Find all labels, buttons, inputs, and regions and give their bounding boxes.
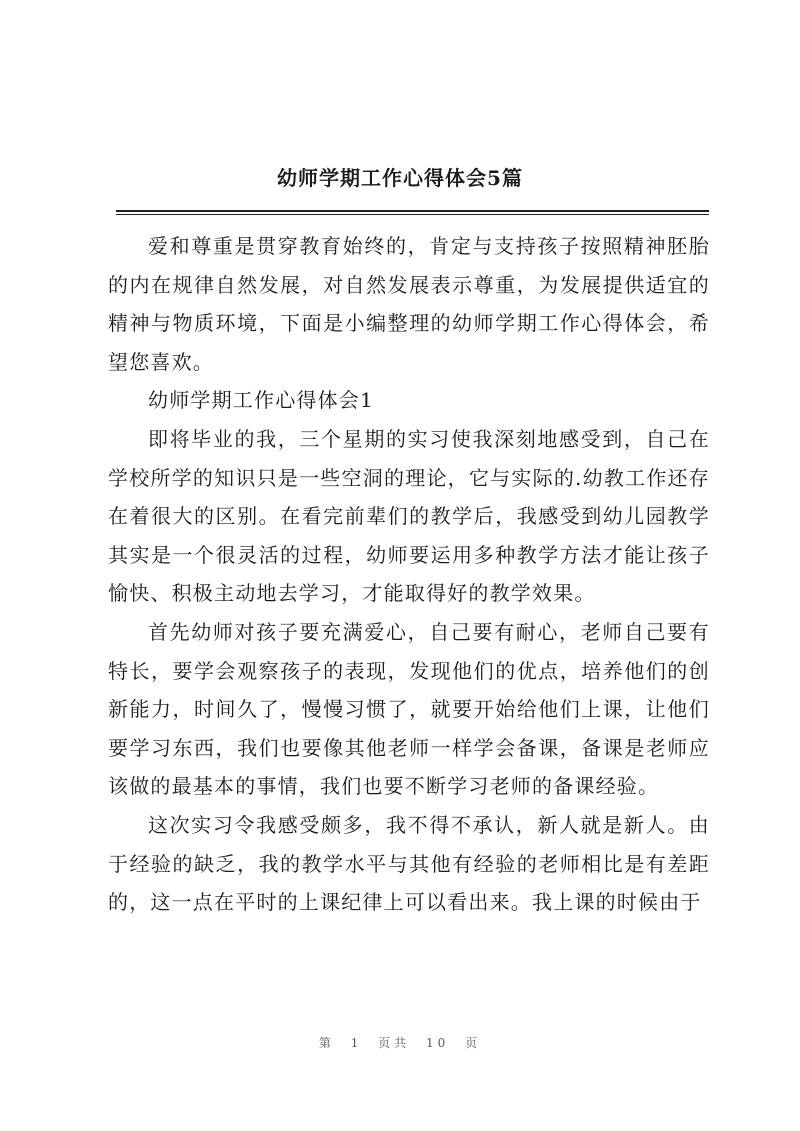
body-paragraph-2: 首先幼师对孩子要充满爱心，自己要有耐心，老师自己要有特长，要学会观察孩子的表现，发现他们的优点，培养他们的创新能力，时间久了，慢慢习惯了，就要开始给他们上课，让他们要学习东西，我们也要像其他老师一样学会备课，备课是老师应该做的最基本的事情，我们也要不断学习老师的备课经验。 — [108, 619, 710, 799]
body-paragraph-3: 这次实习令我感受颇多，我不得不承认，新人就是新人。由于经验的缺乏，我的教学水平与其他有经验的老师相比是有差距的，这一点在平时的上课纪律上可以看出来。我上课的时候由于 — [108, 812, 710, 915]
body-paragraph-1: 即将毕业的我，三个星期的实习使我深刻地感受到，自己在学校所学的知识只是一些空洞的理论，它与实际的.幼教工作还存在着很大的区别。在看完前辈们的教学后，我感受到幼儿园教学其实是一个很灵活的过程，幼师要运用多种教学方法才能让孩子愉快、积极主动地去学习，才能取得好的教学效果。 — [108, 426, 710, 606]
intro-paragraph: 爱和尊重是贯穿教育始终的，肯定与支持孩子按照精神胚胎的内在规律自然发展，对自然发展表示尊重，为发展提供适宜的精神与物质环境，下面是小编整理的幼师学期工作心得体会，希望您喜欢。 — [108, 234, 710, 374]
document-title: 幼师学期工作心得体会5篇 — [277, 166, 523, 190]
title-divider — [116, 210, 709, 215]
document-body — [108, 227, 710, 922]
section-heading-1: 幼师学期工作心得体会1 — [148, 388, 374, 413]
page-footer: 第 1 页共 10 页 — [318, 1036, 482, 1050]
